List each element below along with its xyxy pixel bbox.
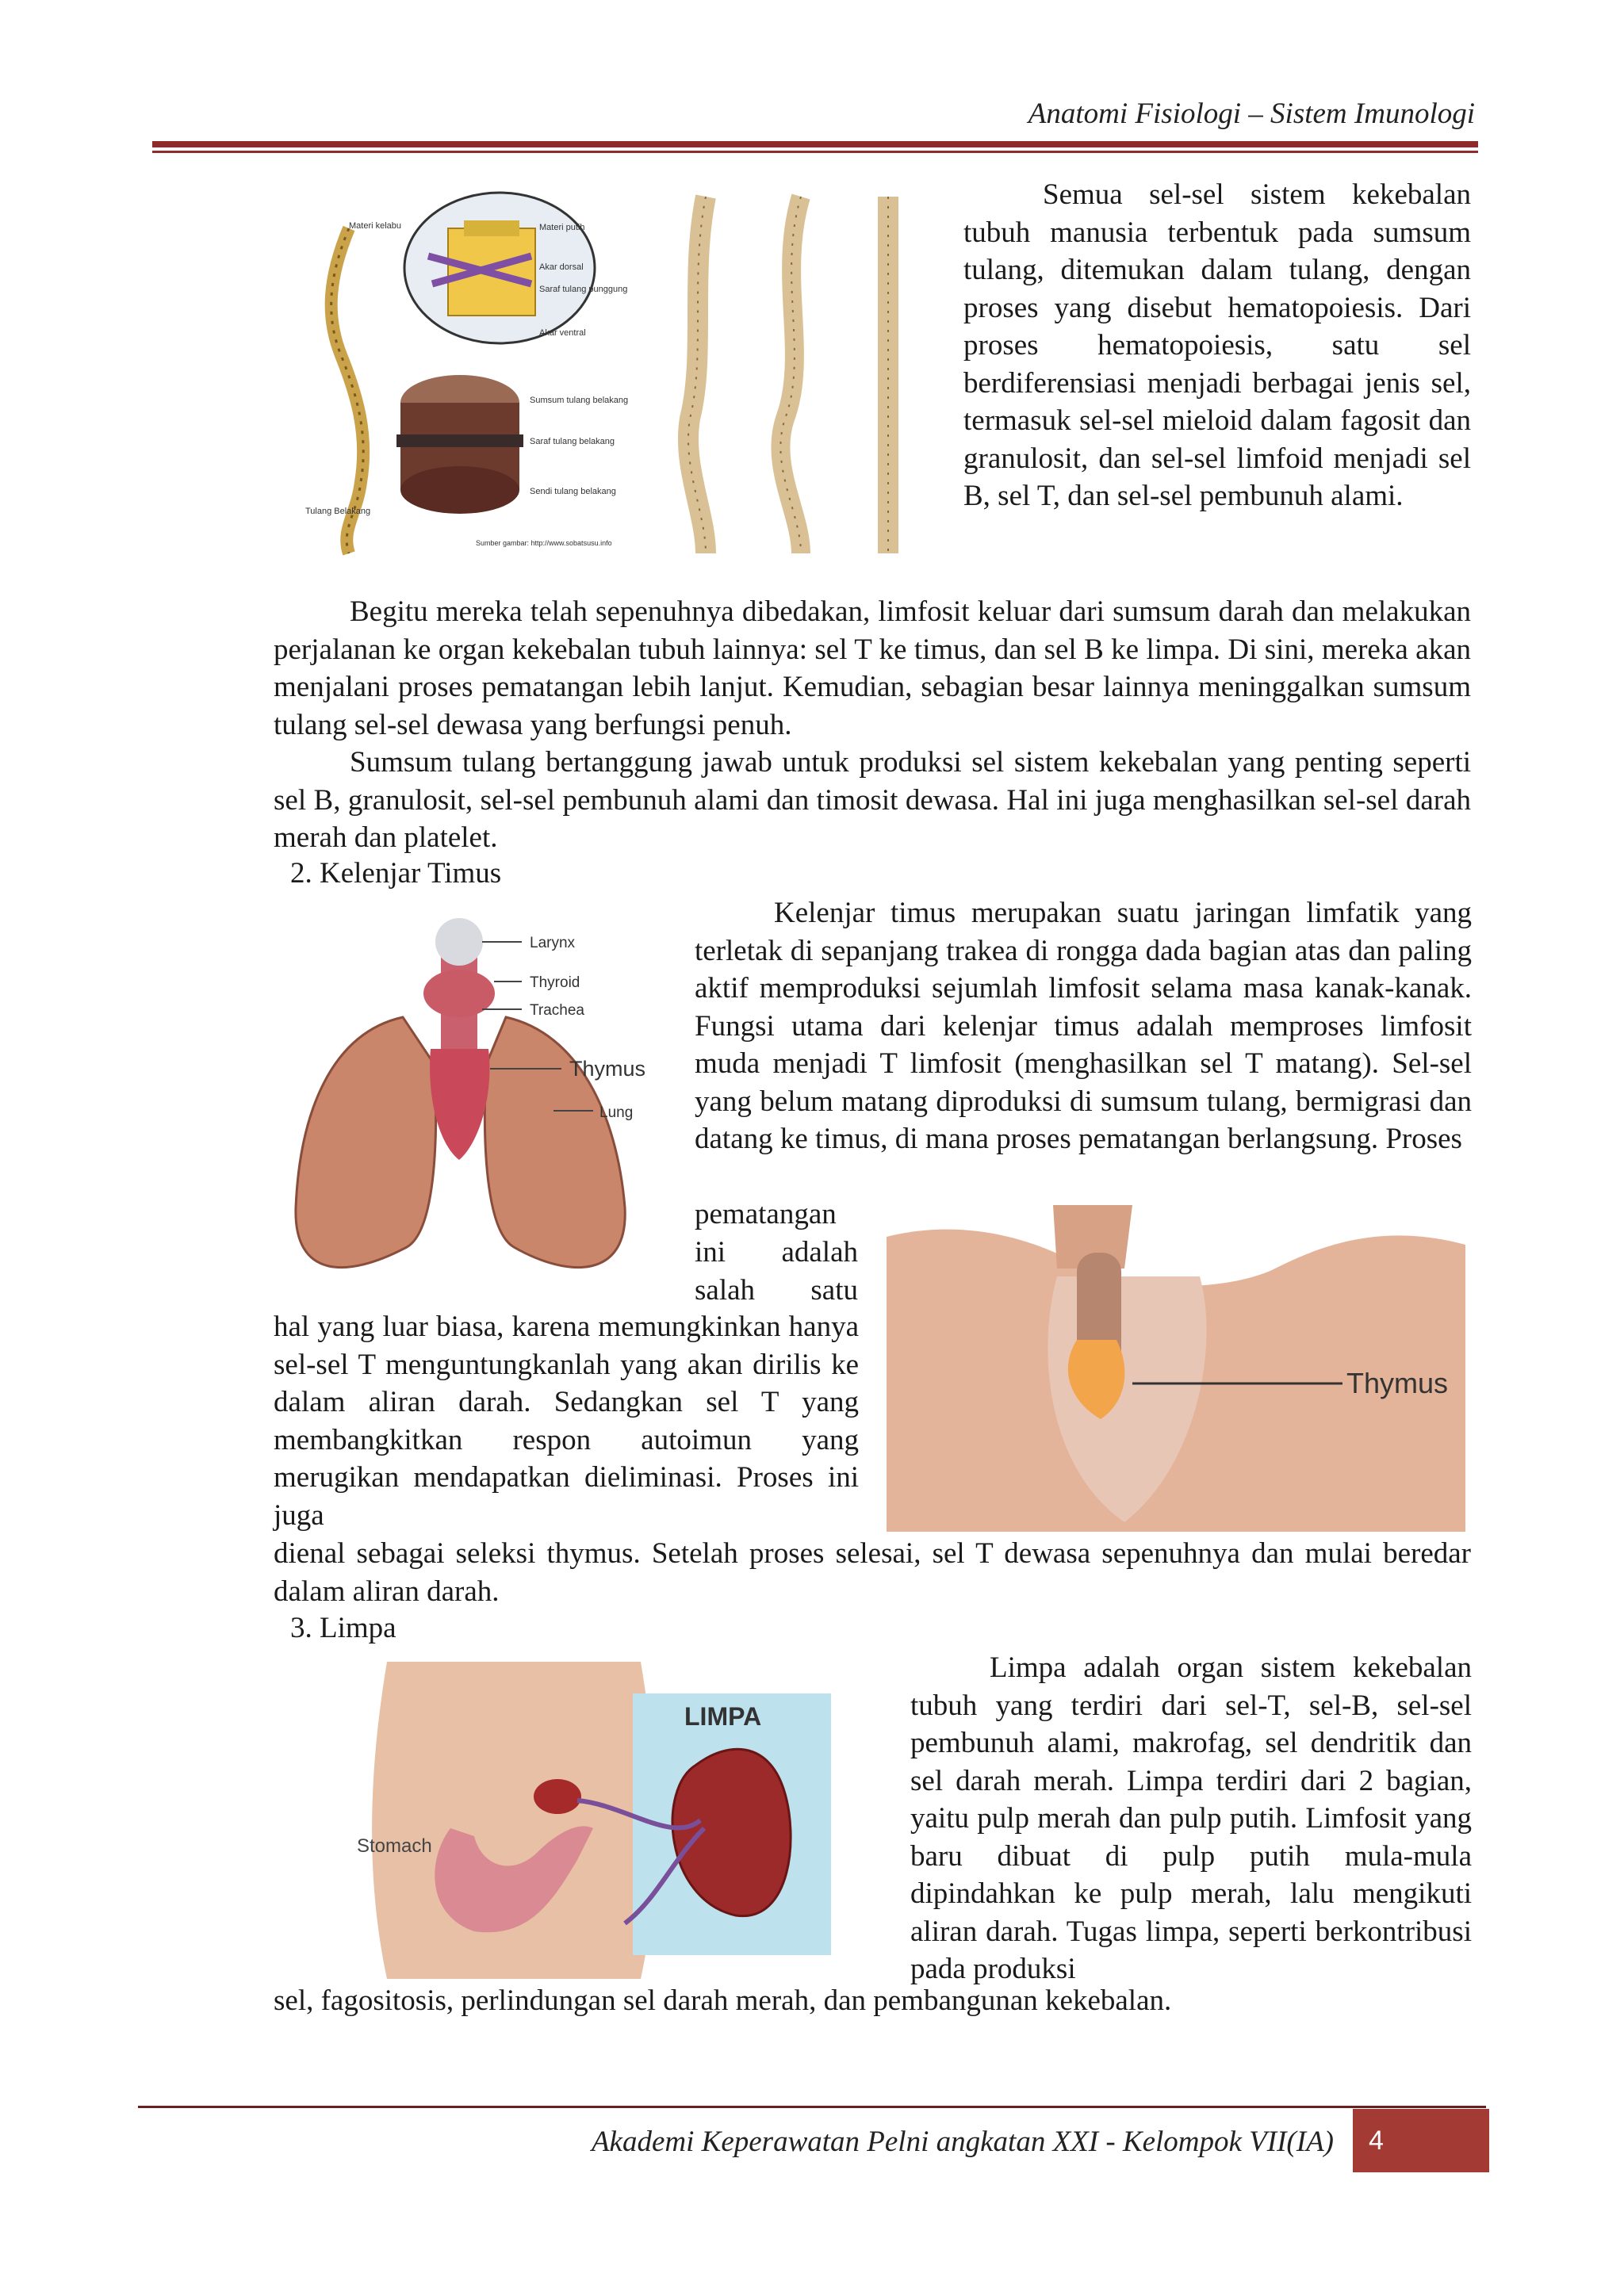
paragraph-limpa-conclusion: sel, fagositosis, perlindungan sel darah merah, dan pembangunan kekebalan. (274, 1984, 1172, 2017)
label-lung: Lung (599, 1104, 634, 1121)
page-number: 4 (1369, 2126, 1384, 2156)
paragraph-thymus-selection: hal yang luar biasa, karena memungkinkan hanya sel-sel T menguntungkanlah yang akan dirilis ke dalam aliran darah. Sedangkan sel T yang membangkitkan respon autoimun yang merugikan mendapatkan dieliminasi. Proses ini juga (274, 1311, 859, 1532)
label-akar-ventral: Akar ventral (539, 328, 586, 338)
label-sendi-tulang-belakang: Sendi tulang belakang (530, 487, 616, 496)
paragraph-thymus-conclusion: dienal sebagai seleksi thymus. Setelah proses selesai, sel T dewasa sepenuhnya dan mulai beredar dalam aliran darah. (274, 1537, 1471, 1608)
header-rule-thin (152, 151, 1478, 153)
label-saraf-tulang-punggung: Saraf tulang punggung (539, 285, 628, 294)
thymus-narrow-line-1: pematangan (695, 1198, 837, 1230)
paragraph-lymphocyte-differentiation: Begitu mereka telah sepenuhnya dibedakan, limfosit keluar dari sumsum darah dan melakukan perjalanan ke organ kekebalan tubuh lainnya: sel T ke timus, dan sel B ke limpa. Di sini, mereka akan menjalani proses pematangan lebih lanjut. Kemudian, sebagian besar lainnya meninggalkan sumsum tulang sel-sel dewasa yang berfungsi penuh. (274, 595, 1471, 741)
label-limpa: LIMPA (684, 1702, 762, 1731)
label-materi-putih: Materi putih (539, 223, 585, 232)
spleen-figure (339, 1662, 847, 1979)
vertebra-block (396, 375, 523, 514)
label-tulang-belakang: Tulang Belakang (305, 507, 371, 516)
label-larynx: Larynx (530, 935, 576, 951)
paragraph-limpa-description: Limpa adalah organ sistem kekebalan tubuh yang terdiri dari sel-T, sel-B, sel-sel pembunuh alami, makrofag, sel dendritik dan sel darah merah. Limpa terdiri dari 2 bagian, yaitu pulp merah dan pulp putih. Limfosit yang baru dibuat di pulp putih mula-mula dipindahkan ke pulp merah, lalu mengikuti aliran darah. Tugas limpa, seperti berkontribusi pada produksi (910, 1651, 1472, 1985)
paragraph-thymus-function: Kelenjar timus merupakan suatu jaringan limfatik yang terletak di sepanjang trakea di rongga dada bagian atas dan paling aktif memproduksi sejumlah limfosit selama masa kanak-kanak. Fungsi utama dari kelenjar timus adalah memproses limfosit muda menjadi T limfosit (menghasilkan sel T matang). Sel-sel yang belum matang diproduksi di sumsum tulang, bermigrasi dan datang ke timus, di mana proses pematangan berlangsung. Proses (695, 897, 1472, 1155)
label-trachea: Trachea (530, 1002, 584, 1019)
label-sumsum-tulang-belakang: Sumsum tulang belakang (530, 396, 629, 405)
section-heading-thymus: 2. Kelenjar Timus (290, 857, 502, 890)
thymus-narrow-line-2-text: ini adalah (695, 1236, 858, 1269)
thymus-lungs-figure (268, 906, 668, 1306)
label-thyroid: Thyroid (530, 974, 580, 991)
footer-institution: Akademi Keperawatan Pelni angkatan XXI - Kelompok VII(IA) (591, 2126, 1334, 2158)
label-stomach: Stomach (357, 1835, 432, 1857)
label-akar-dorsal: Akar dorsal (539, 262, 584, 272)
running-header-title: Anatomi Fisiologi – Sistem Imunologi (1028, 98, 1475, 130)
spinal-cord-figure (293, 181, 917, 569)
label-materi-kelabu: Materi kelabu (349, 221, 402, 231)
thymus-narrow-line-3 (695, 1272, 858, 1310)
section-heading-limpa: 3. Limpa (290, 1612, 396, 1644)
label-thymus-chest: Thymus (1346, 1367, 1449, 1399)
thymus-chest-figure (887, 1205, 1472, 1532)
label-saraf-tulang-belakang: Saraf tulang belakang (530, 437, 615, 446)
paragraph-bone-marrow: Sumsum tulang bertanggung jawab untuk produksi sel sistem kekebalan yang penting seperti sel B, granulosit, sel-sel pembunuh alami dan timosit dewasa. Hal ini juga menghasilkan sel-sel darah merah dan platelet. (274, 746, 1471, 854)
intro-paragraph: Semua sel-sel sistem kekebalan tubuh manusia terbentuk pada sumsum tulang, ditemukan dalam tulang, dengan proses yang disebut hematopoiesis. Dari proses hematopoiesis, satu sel berdiferensiasi menjadi berbagai jenis sel, termasuk sel-sel mieloid dalam fagosit dan granulosit, dan sel-sel limfoid menjadi sel B, sel T, dan sel-sel pembunuh alami. (963, 178, 1471, 512)
thymus-narrow-line-3-text: salah satu (695, 1274, 858, 1307)
thymus-narrow-line-2 (695, 1234, 858, 1272)
figure1-source: Sumber gambar: http://www.sobatsusu.info (476, 539, 612, 547)
page-number-badge (1353, 2109, 1489, 2172)
label-thymus: Thymus (569, 1057, 646, 1081)
footer-rule (138, 2106, 1486, 2108)
header-rule-thick (152, 141, 1478, 147)
